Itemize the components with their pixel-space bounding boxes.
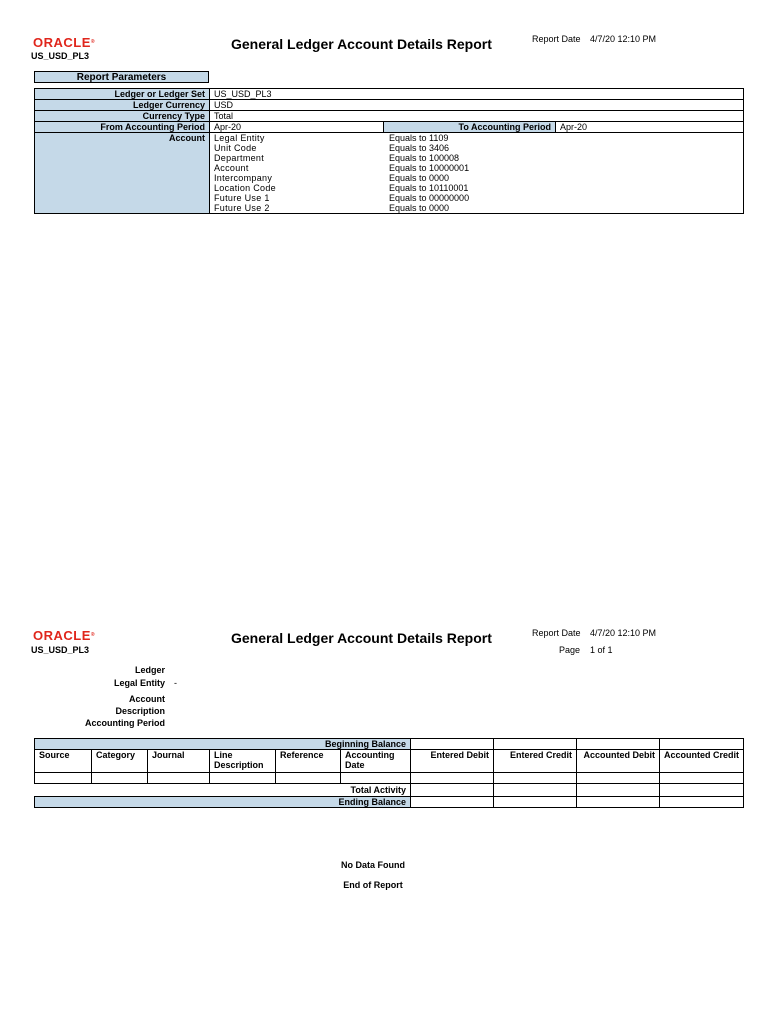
account-label: Account: [129, 694, 165, 704]
ledger-code: US_USD_PL3: [31, 645, 90, 655]
report-parameters-header: Report Parameters: [34, 71, 209, 83]
param-row-ledger: [35, 89, 744, 100]
param-label: To Accounting Period: [384, 122, 556, 133]
report-parameters-table: [34, 88, 744, 214]
column-header: Category: [92, 750, 148, 773]
report-date-value: 4/7/20 12:10 PM: [590, 34, 657, 44]
segment-row: Future Use 2 Equals to 0000: [214, 203, 450, 213]
table-row: [35, 773, 744, 784]
column-header: Reference: [276, 750, 341, 773]
param-row-currency-type: [35, 111, 744, 122]
ending-balance-label: Ending Balance: [35, 797, 411, 808]
account-segments: [210, 133, 744, 214]
legal-entity-value: -: [174, 678, 177, 688]
beginning-balance-row: [35, 739, 744, 750]
ledger-code: US_USD_PL3: [31, 51, 90, 61]
no-data-message: No Data Found: [341, 860, 405, 870]
segment-row: Account Equals to 10000001: [214, 163, 470, 173]
param-label: Currency Type: [35, 111, 210, 122]
param-row-account: [35, 133, 744, 214]
oracle-logo: ORACLE®: [33, 628, 96, 643]
param-label: Ledger Currency: [35, 100, 210, 111]
param-value: US_USD_PL3: [210, 89, 744, 100]
param-value: Total: [210, 111, 744, 122]
ending-balance-row: [35, 797, 744, 808]
end-of-report: End of Report: [343, 880, 403, 890]
param-value: USD: [210, 100, 744, 111]
param-label: From Accounting Period: [35, 122, 210, 133]
report-title: General Ledger Account Details Report: [231, 36, 492, 52]
column-header: Line Description: [210, 750, 276, 773]
page-number: 1 of 1: [590, 645, 613, 655]
segment-row: Legal Entity Equals to 1109: [214, 133, 449, 143]
column-header: Entered Credit: [494, 750, 577, 773]
description-label: Description: [115, 706, 165, 716]
column-header: Accounting Date: [341, 750, 411, 773]
page-label: Page: [559, 645, 581, 655]
report-date-value: 4/7/20 12:10 PM: [590, 628, 657, 638]
report-date-label: Report Date: [532, 34, 581, 44]
param-value: Apr-20: [556, 122, 744, 133]
column-header-row: [35, 750, 744, 773]
column-header: Source: [35, 750, 92, 773]
param-label: Ledger or Ledger Set: [35, 89, 210, 100]
legal-entity-label: Legal Entity: [113, 678, 165, 688]
param-row-currency: [35, 100, 744, 111]
column-header: Journal: [148, 750, 210, 773]
segment-row: Location Code Equals to 10110001: [214, 183, 469, 193]
param-row-periods: [35, 122, 744, 133]
total-activity-row: [35, 784, 744, 797]
oracle-logo: ORACLE®: [33, 35, 96, 50]
account-details-table: [34, 738, 744, 808]
column-header: Accounted Credit: [660, 750, 744, 773]
param-value: Apr-20: [210, 122, 384, 133]
segment-row: Future Use 1 Equals to 00000000: [214, 193, 470, 203]
ledger-label: Ledger: [134, 665, 165, 675]
column-header: Accounted Debit: [577, 750, 660, 773]
beginning-balance-label: Beginning Balance: [35, 739, 411, 750]
accounting-period-label: Accounting Period: [84, 718, 165, 728]
report-date-label: Report Date: [532, 628, 581, 638]
column-header: Entered Debit: [411, 750, 494, 773]
segment-row: Department Equals to 100008: [214, 153, 460, 163]
param-label: Account: [35, 133, 210, 214]
total-activity-label: Total Activity: [350, 785, 407, 795]
segment-row: Unit Code Equals to 3406: [214, 143, 450, 153]
segment-row: Intercompany Equals to 0000: [214, 173, 450, 183]
report-title: General Ledger Account Details Report: [231, 630, 492, 646]
